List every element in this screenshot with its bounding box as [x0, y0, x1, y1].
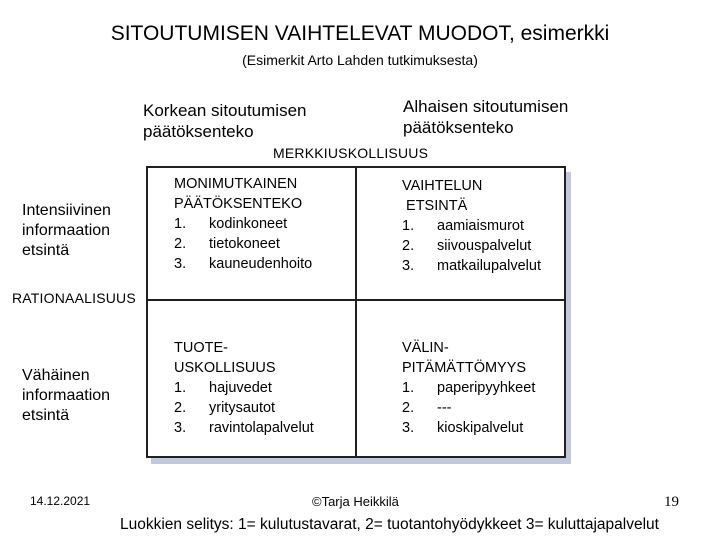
- cell-heading-line: USKOLLISUUS: [174, 360, 276, 376]
- axis-label-rationality: RATIONAALISUUS: [12, 290, 136, 306]
- row-header-minor-search: [22, 366, 142, 426]
- item-text: tietokoneet: [209, 236, 280, 252]
- item-text: matkailupalvelut: [437, 258, 541, 274]
- list-item: [174, 234, 312, 254]
- item-text: hajuvedet: [209, 380, 272, 396]
- column-header-line: päätöksenteko: [143, 122, 254, 141]
- item-number: 2.: [174, 236, 187, 252]
- item-number: 1.: [174, 380, 187, 396]
- list-item: [174, 418, 314, 438]
- footer-page-number: 19: [664, 494, 679, 510]
- list-item: [174, 254, 312, 274]
- list-item: [402, 216, 541, 236]
- item-number: 2.: [402, 238, 415, 254]
- column-header-line: Korkean sitoutumisen: [143, 101, 307, 120]
- item-number: 3.: [402, 258, 415, 274]
- slide-subtitle: (Esimerkit Arto Lahden tutkimuksesta): [242, 52, 478, 68]
- row-header-line: etsintä: [22, 407, 70, 424]
- item-text: ravintolapalvelut: [209, 420, 314, 436]
- item-text: siivouspalvelut: [437, 238, 532, 254]
- item-text: paperipyyhkeet: [437, 380, 536, 396]
- item-text: kauneudenhoito: [209, 256, 313, 272]
- footer-date: 14.12.2021: [30, 494, 91, 508]
- cell-heading-line: MONIMUTKAINEN: [174, 176, 298, 192]
- item-number: 3.: [174, 420, 187, 436]
- column-header-line: Alhaisen sitoutumisen: [403, 97, 569, 116]
- matrix-horizontal-divider: [146, 299, 566, 301]
- row-header-intensive-search: [22, 201, 142, 261]
- item-text: kodinkoneet: [209, 216, 288, 232]
- cell-heading-line: PÄÄTÖKSENTEKO: [174, 196, 303, 212]
- row-header-line: Intensiivinen: [22, 202, 111, 219]
- cell-heading-line: VÄLIN-: [402, 340, 449, 356]
- column-header-high-involvement: [143, 100, 383, 142]
- list-item: [174, 378, 314, 398]
- cell-heading-line: TUOTE-: [174, 340, 228, 356]
- row-header-line: informaation: [22, 387, 111, 404]
- cell-complex-decision-making: [174, 174, 312, 274]
- item-text: kioskipalvelut: [437, 420, 524, 436]
- list-item: [402, 378, 535, 398]
- cell-indifference: [402, 338, 535, 438]
- list-item: [402, 256, 541, 276]
- list-item: [174, 214, 312, 234]
- matrix-vertical-divider: [355, 166, 357, 458]
- axis-label-brand-loyalty: MERKKIUSKOLLISUUS: [273, 145, 429, 161]
- column-header-low-involvement: [403, 96, 643, 138]
- item-number: 3.: [174, 256, 187, 272]
- cell-heading-line: PITÄMÄTTÖMYYS: [402, 360, 527, 376]
- column-header-line: päätöksenteko: [403, 118, 514, 137]
- cell-variety-seeking: [402, 176, 541, 276]
- item-text: ---: [437, 400, 452, 416]
- slide-title: SITOUTUMISEN VAIHTELEVAT MUODOT, esimerkki: [110, 22, 610, 45]
- category-legend: Luokkien selitys: 1= kulutustavarat, 2= tuotantohyödykkeet 3= kuluttajapalvelut: [120, 516, 659, 533]
- item-number: 1.: [402, 218, 415, 234]
- item-text: yritysautot: [209, 400, 276, 416]
- item-number: 3.: [402, 420, 415, 436]
- cell-heading-line: VAIHTELUN: [402, 178, 483, 194]
- row-header-line: etsintä: [22, 242, 70, 259]
- item-number: 2.: [174, 400, 187, 416]
- item-number: 1.: [174, 216, 187, 232]
- list-item: [402, 398, 535, 418]
- cell-brand-loyalty: [174, 338, 314, 438]
- item-number: 2.: [402, 400, 415, 416]
- list-item: [402, 236, 541, 256]
- item-number: 1.: [402, 380, 415, 396]
- footer-copyright: ©Tarja Heikkilä: [312, 494, 399, 509]
- cell-heading-line: ETSINTÄ: [402, 198, 468, 214]
- row-header-line: informaation: [22, 222, 111, 239]
- list-item: [174, 398, 314, 418]
- item-text: aamiaismurot: [437, 218, 525, 234]
- list-item: [402, 418, 535, 438]
- row-header-line: Vähäinen: [22, 367, 90, 384]
